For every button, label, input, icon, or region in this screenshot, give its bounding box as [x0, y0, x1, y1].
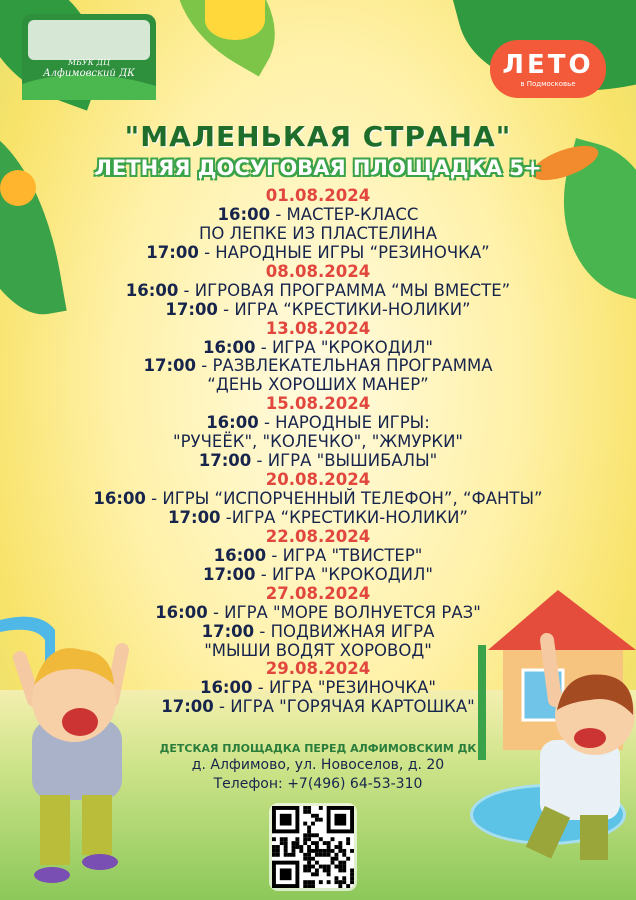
schedule-text: - НАРОДНЫЕ ИГРЫ: [258, 413, 430, 433]
schedule-entry [0, 244, 636, 263]
schedule-entry [0, 679, 636, 698]
schedule-text: - ПОДВИЖНАЯ ИГРА [254, 621, 435, 641]
page-title: "МАЛЕНЬКАЯ СТРАНА" [124, 120, 512, 153]
schedule-text: 20.08.2024 [265, 470, 371, 490]
schedule-text: 15.08.2024 [265, 394, 371, 414]
schedule-time: 17:00 [143, 356, 197, 376]
schedule-entry [0, 225, 636, 244]
schedule-text: "РУЧЕЁК", "КОЛЕЧКО", "ЖМУРКИ" [172, 432, 463, 452]
schedule-text: 22.08.2024 [265, 526, 371, 546]
schedule-entry [0, 604, 636, 623]
logo-left-line2: Алфимовский ДК [43, 68, 135, 79]
logo-right-word: ЛЕТО [502, 50, 594, 80]
schedule-text: 13.08.2024 [265, 318, 371, 338]
schedule-entry [0, 623, 636, 642]
flower-icon [205, 0, 265, 40]
schedule-text: -ИГРА “КРЕСТИКИ-НОЛИКИ” [220, 507, 468, 527]
schedule-time: 17:00 [198, 451, 252, 471]
schedule-text: 27.08.2024 [265, 583, 371, 603]
schedule-time: 17:00 [165, 299, 218, 319]
schedule-time: 16:00 [206, 413, 259, 433]
schedule-date [0, 395, 636, 414]
schedule-text: 08.08.2024 [265, 261, 371, 281]
schedule-entry [0, 282, 636, 301]
schedule-entry [0, 301, 636, 320]
schedule-text: 29.08.2024 [265, 659, 371, 679]
schedule-text: - ИГРА "МОРЕ ВОЛНУЕТСЯ РАЗ" [207, 602, 481, 622]
footer-place: ДЕТСКАЯ ПЛОЩАДКА ПЕРЕД АЛФИМОВСКИМ ДК [159, 742, 477, 755]
schedule-time: 17:00 [161, 697, 214, 717]
schedule-date [0, 660, 636, 679]
schedule-date [0, 187, 636, 206]
schedule-entry [0, 490, 636, 509]
schedule-time: 16:00 [213, 545, 267, 565]
qr-code[interactable] [272, 806, 354, 888]
dk-logo-icon [22, 14, 156, 100]
schedule-time: 16:00 [202, 337, 256, 357]
schedule-entry [0, 452, 636, 471]
schedule-time: 17:00 [168, 507, 221, 527]
footer-phone: Телефон: +7(496) 64-53-310 [213, 776, 423, 792]
schedule-entry [0, 414, 636, 433]
schedule-text: - ИГРОВАЯ ПРОГРАММА “МЫ ВМЕСТЕ” [178, 280, 511, 300]
footer-address: д. Алфимово, ул. Новоселов, д. 20 [191, 757, 445, 773]
schedule-time: 16:00 [199, 678, 253, 698]
schedule-date [0, 585, 636, 604]
schedule-text: - ИГРА "КРОКОДИЛ" [255, 564, 434, 584]
schedule-text: ПО ЛЕПКЕ ИЗ ПЛАСТЕЛИНА [198, 223, 437, 243]
logo-left-line1: МБУК ДЦ [67, 58, 111, 67]
schedule-entry [0, 698, 636, 717]
schedule-time: 16:00 [125, 280, 179, 300]
schedule-date [0, 320, 636, 339]
schedule-entry [0, 376, 636, 395]
page-subtitle: ЛЕТНЯЯ ДОСУГОВАЯ ПЛОЩАДКА 5+ [94, 156, 542, 180]
schedule-text: - ИГРА "РЕЗИНОЧКА" [252, 678, 437, 698]
schedule-entry [0, 547, 636, 566]
schedule-entry [0, 642, 636, 661]
schedule-text: - РАЗВЛЕКАТЕЛЬНАЯ ПРОГРАММА [196, 356, 493, 376]
schedule-date [0, 528, 636, 547]
schedule-time: 17:00 [146, 242, 199, 262]
schedule-text: - ИГРА "ВЫШИБАЛЫ" [251, 451, 438, 471]
schedule-time: 17:00 [201, 621, 255, 641]
schedule-date [0, 263, 636, 282]
schedule-entry [0, 509, 636, 528]
schedule-text: - ИГРА "ГОРЯЧАЯ КАРТОШКА" [213, 697, 475, 717]
schedule-text: - ИГРА "ТВИСТЕР" [266, 545, 423, 565]
schedule-time: 16:00 [155, 602, 208, 622]
schedule-text: - НАРОДНЫЕ ИГРЫ “РЕЗИНОЧКА” [198, 242, 490, 262]
schedule-entry [0, 339, 636, 358]
schedule-text: "МЫШИ ВОДЯТ ХОРОВОД" [204, 640, 432, 660]
schedule-text: - ИГРЫ “ИСПОРЧЕННЫЙ ТЕЛЕФОН”, “ФАНТЫ” [145, 489, 543, 508]
schedule-entry [0, 433, 636, 452]
schedule-entry [0, 566, 636, 585]
schedule-text: - МАСТЕР-КЛАСС [270, 204, 419, 224]
logo-right [488, 40, 608, 100]
schedule-time: 16:00 [93, 489, 146, 508]
schedule-time: 17:00 [202, 564, 256, 584]
logo-right-tag: в Подмосковье [520, 80, 576, 88]
qr-code-icon [272, 806, 354, 888]
schedule-text: 01.08.2024 [265, 186, 371, 205]
schedule-entry [0, 357, 636, 376]
schedule-entry [0, 206, 636, 225]
schedule-text: “ДЕНЬ ХОРОШИХ МАНЕР” [207, 375, 429, 395]
schedule-time: 16:00 [217, 204, 271, 224]
schedule-text: - ИГРА “КРЕСТИКИ-НОЛИКИ” [217, 299, 471, 319]
logo-left [22, 14, 156, 100]
schedule-date [0, 471, 636, 490]
schedule-list [0, 187, 636, 717]
schedule-text: - ИГРА "КРОКОДИЛ" [255, 337, 434, 357]
